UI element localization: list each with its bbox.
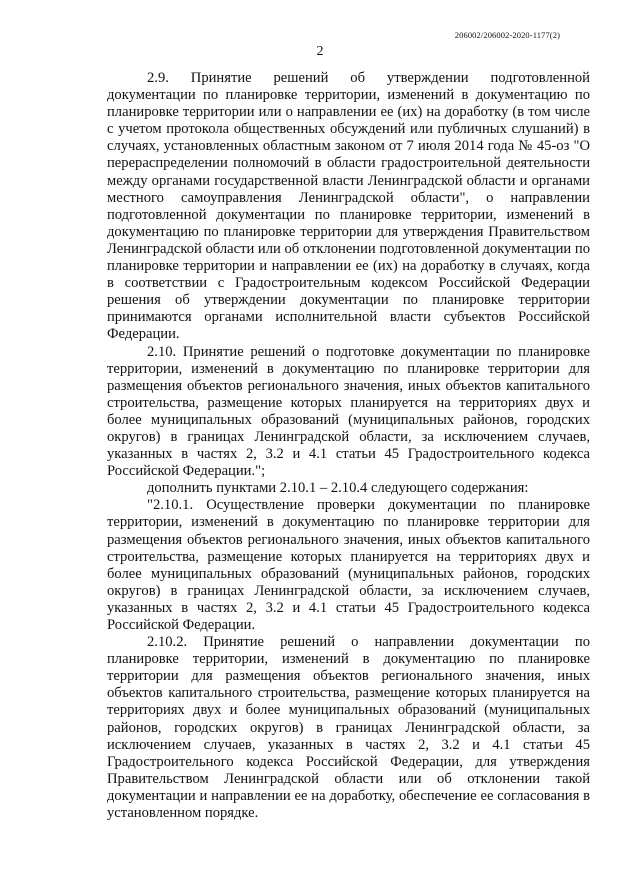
paragraph-2-10-2: 2.10.2. Принятие решений о направлении документации по планировке территории, изменений в документацию по планировке территории для размещения объектов регионального значения, иных объектов капитального строительства, размещение которых планируется на территориях двух и более муниципальных образований (муниципальных районов, городских округов) в границах Ленинградской области, за исключением случаев, указанных в частях 2, 3.2 и 4.1 статьи 45 Градостроительного кодекса Российской Федерации, для утверждения Правительством Ленинградской области или об отклонении такой документации и направлении ее на доработку, обеспечение ее согласования в установленном порядке.: [107, 634, 590, 822]
amendment-instruction: дополнить пунктами 2.10.1 – 2.10.4 следующего содержания:: [147, 480, 529, 497]
document-body: [107, 70, 590, 822]
page-number: 2: [316, 44, 324, 59]
document-reference-number: 206002/206002-2020-1177(2): [454, 30, 560, 40]
paragraph-2-10: 2.10. Принятие решений о подготовке документации по планировке территории, изменений в документацию по планировке территории для размещения объектов регионального значения, иных объектов капитального строительства, размещение которых планируется на территориях двух и более муниципальных образований (муниципальных районов, городских округов) в границах Ленинградской области, за исключением случаев, указанных в частях 2, 3.2 и 4.1 статьи 45 Градостроительного кодекса Российской Федерации.";: [107, 343, 590, 480]
paragraph-2-9: 2.9. Принятие решений об утверждении подготовленной документации по планировке территории, изменений в документацию по планировке территории или о направлении ее (их) на доработку (в том числе с учетом протокола общественных обсуждений или публичных слушаний) в случаях, установленных областным законом от 7 июля 2014 года № 45-оз "О перераспределении полномочий в области градостроительной деятельности между органами государственной власти Ленинградской области и органами местного самоуправления Ленинградской области", о направлении подготовленной документации по планировке территории, изменений в документацию по планировке территории для утверждения Правительством Ленинградской области или об отклонении подготовленной документации по планировке территории и направлении ее (их) на доработку в случаях, когда в соответствии с Градостроительным кодексом Российской Федерации решения об утверждении документации по планировке территории принимаются органами исполнительной власти субъектов Российской Федерации.: [107, 70, 590, 343]
paragraph-2-10-1: "2.10.1. Осуществление проверки документации по планировке территории, изменений в документацию по планировке территории для размещения объектов регионального значения, иных объектов капитального строительства, размещение которых планируется на территориях двух и более муниципальных образований (муниципальных районов, городских округов) в границах Ленинградской области, за исключением случаев, указанных в частях 2, 3.2 и 4.1 статьи 45 Градостроительного кодекса Российской Федерации.: [107, 497, 590, 633]
